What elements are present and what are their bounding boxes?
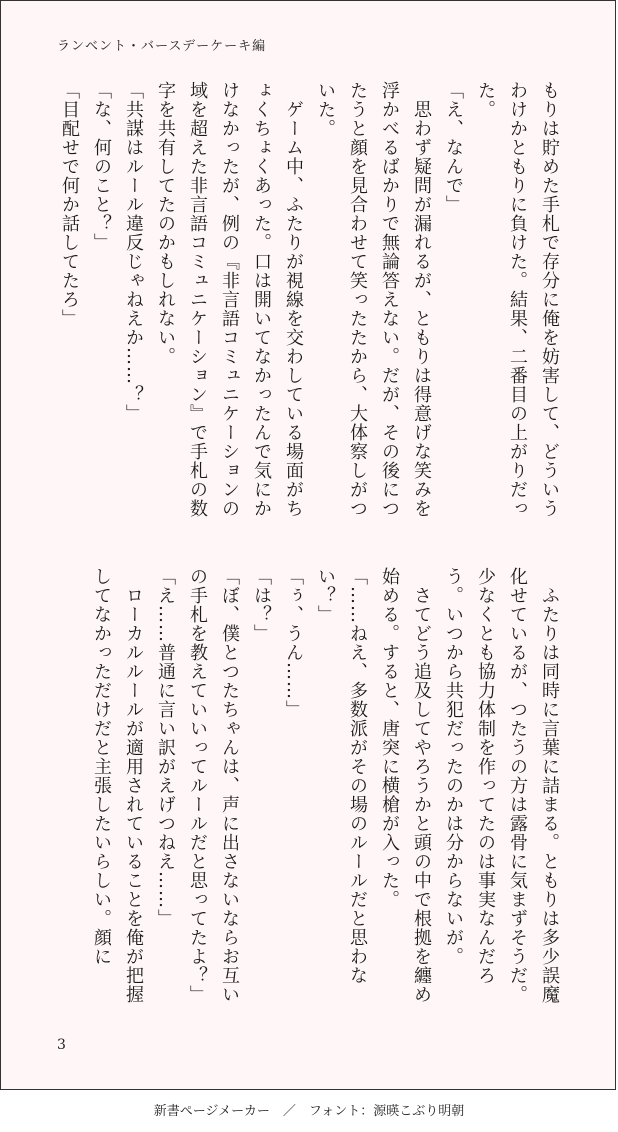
paragraph: ローカルルールが適用されていることを俺が把握してなかっただけだと主張したいらしい。顔に: [91, 567, 144, 1004]
paragraph: 「ぼ、僕とつたちゃんは、声に出さないならお互いの手札を教えていいってルールだと思ってたよ？」: [187, 567, 240, 1004]
paragraph: 「は？」: [251, 567, 272, 643]
paragraph: 思わず疑問が漏れるが、ともりは得意げな笑みを浮かべるばかりで無論答えない。だが、その後につたうと顔を見合わせて笑ったたから、大体察しがついた。: [315, 81, 432, 518]
paragraph: ゲーム中、ふたりが視線を交わしている場面がちょくちょくあった。口は開いてなかったんで気にかけなかったが、例の『非言語コミュニケーションの域を超えた非言語コミュニケーション』で手札の数字を共有してたのかもしれない。: [155, 81, 304, 518]
text-block-top: [53, 81, 565, 531]
paragraph: 「共謀はルール違反じゃねえか……？」: [123, 81, 144, 423]
paragraph: もりは貯めた手札で存分に俺を妨害して、どういうわけかともりに負けた。結果、二番目の上がりだった。: [475, 81, 560, 518]
text-block-bottom: [85, 567, 565, 1021]
paragraph: 「目配せで何か話してたろ」: [59, 81, 80, 328]
paragraph: 「ぅ、うん……」: [283, 567, 304, 719]
footer-credit: 新書ページメーカー ／ フォント：源暎こぶり明朝: [153, 1104, 465, 1119]
paragraph: さてどう追及してやろうかと頭の中で根拠を纏め始める。すると、唐突に横槍が入った。: [379, 567, 432, 1004]
paragraph: 「な、何のこと？」: [91, 81, 112, 252]
paragraph: 「……ねえ、多数派がその場のルールだと思わない？」: [315, 567, 368, 985]
paragraph: ふたりは同時に言葉に詰まる。ともりは多少誤魔化せているが、つたうの方は露骨に気まずそうだ。少なくとも協力体制を作ってたのは事実なんだろう。いつから共犯だったのかは分からないが。: [443, 567, 560, 1004]
page-number: 3: [57, 1037, 66, 1053]
paragraph: 「え……普通に言い訳がえげつねえ……」: [155, 567, 176, 928]
running-header: ランベント・バースデーケーキ編: [57, 39, 267, 54]
paragraph: 「え、なんで」: [443, 81, 464, 214]
